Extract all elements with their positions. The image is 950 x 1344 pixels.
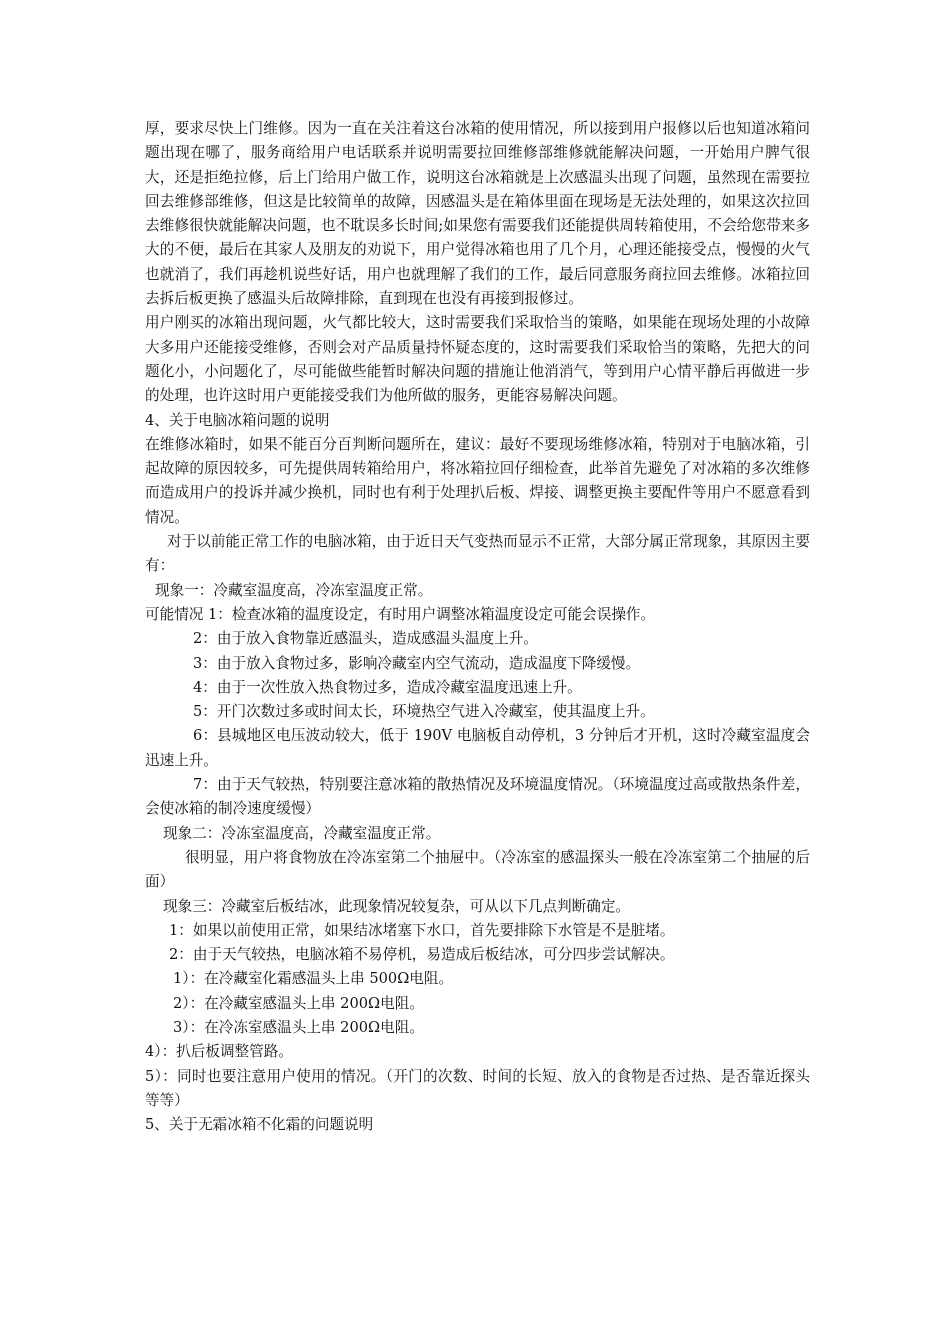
possible-case-3: 3：由于放入食物过多，影响冷藏室内空气流动，造成温度下降缓慢。 bbox=[193, 654, 641, 672]
step-5: 5）：同时也要注意用户使用的情况。（开门的次数、时间的长短、放入的食物是否过热、是否靠近探头等等） bbox=[145, 1067, 810, 1109]
phenomenon-three: 现象三：冷藏室后板结冰，此现象情况较复杂，可从以下几点判断确定。 bbox=[163, 897, 631, 915]
phenomenon-two: 现象二：冷冻室温度高，冷藏室温度正常。 bbox=[163, 824, 441, 842]
phenomenon-three-item-2: 2：由于天气较热，电脑冰箱不易停机，易造成后板结冰，可分四步尝试解决。 bbox=[169, 946, 675, 964]
step-3: 3）：在冷冻室感温头上串 200Ω电阻。 bbox=[173, 1018, 424, 1036]
section-heading-4: 4、关于电脑冰箱问题的说明 bbox=[145, 411, 330, 429]
paragraph-causes-intro: 对于以前能正常工作的电脑冰箱，由于近日天气变热而显示不正常，大部分属正常现象，其原因主要有： bbox=[145, 533, 810, 575]
paragraph-repair-story: 厚，要求尽快上门维修。因为一直在关注着这台冰箱的使用情况，所以接到用户报修以后也知道冰箱问题出现在哪了，服务商给用户电话联系并说明需要拉回维修部维修就能解决问题，一开始用户脾气很大，还是拒绝拉修，后上门给用户做工作，说明这台冰箱就是上次感温头出现了问题，虽然现在需要拉回去维修部维修，但这是比较简单的故障，因感温头是在箱体里面在现场是无法处理的，如果这次拉回去维修很快就能解决问题，也不耽误多长时间;如果您有需要我们还能提供周转箱使用，不会给您带来多大的不便，最后在其家人及朋友的劝说下，用户觉得冰箱也用了几个月，心理还能接受点，慢慢的火气也就消了，我们再趁机说些好话，用户也就理解了我们的工作，最后同意服务商拉回去维修。冰箱拉回去拆后板更换了感温头后故障排除，直到现在也没有再接到报修过。 bbox=[145, 120, 810, 308]
paragraph-strategy: 用户刚买的冰箱出现问题，火气都比较大，这时需要我们采取恰当的策略，如果能在现场处理的小故障大多用户还能接受维修，否则会对产品质量持怀疑态度的，这时需要我们采取恰当的策略，先把大的问题化小，小问题化了，尽可能做些能暂时解决问题的措施让他消消气，等到用户心情平静后再做进一步的处理，也许这时用户更能接受我们为他所做的服务，更能容易解决问题。 bbox=[145, 314, 810, 405]
possible-case-7: 7：由于天气较热，特别要注意冰箱的散热情况及环境温度情况。（环境温度过高或散热条件差，会使冰箱的制冷速度缓慢） bbox=[145, 776, 810, 818]
possible-case-6: 6：县城地区电压波动较大，低于 190V 电脑板自动停机，3 分钟后才开机，这时冷藏室温度会迅速上升。 bbox=[145, 727, 810, 769]
possible-case-1: 可能情况 1：检查冰箱的温度设定，有时用户调整冰箱温度设定可能会误操作。 bbox=[145, 605, 656, 623]
possible-case-4: 4：由于一次性放入热食物过多，造成冷藏室温度迅速上升。 bbox=[193, 678, 582, 696]
possible-case-5: 5：开门次数过多或时间太长，环境热空气进入冷藏室，使其温度上升。 bbox=[193, 703, 655, 721]
step-4: 4）：扒后板调整管路。 bbox=[145, 1043, 293, 1061]
phenomenon-two-explanation: 很明显，用户将食物放在冷冻室第二个抽屉中。（冷冻室的感温探头一般在冷冻室第二个抽屉的后面） bbox=[145, 848, 810, 891]
possible-case-2: 2：由于放入食物靠近感温头，造成感温头温度上升。 bbox=[193, 630, 538, 648]
phenomenon-three-item-1: 1：如果以前使用正常，如果结冰堵塞下水口，首先要排除下水管是不是脏堵。 bbox=[169, 921, 675, 939]
step-1: 1）：在冷藏室化霜感温头上串 500Ω电阻。 bbox=[173, 970, 454, 988]
document-page bbox=[145, 117, 810, 1137]
step-2: 2）：在冷藏室感温头上串 200Ω电阻。 bbox=[173, 994, 424, 1012]
section-heading-5: 5、关于无霜冰箱不化霜的问题说明 bbox=[145, 1116, 374, 1134]
paragraph-repair-advice: 在维修冰箱时，如果不能百分百判断问题所在，建议：最好不要现场维修冰箱，特别对于电脑冰箱，引起故障的原因较多，可先提供周转箱给用户，将冰箱拉回仔细检查，此举首先避免了对冰箱的多次维修而造成用户的投诉并减少换机，同时也有利于处理扒后板、焊接、调整更换主要配件等用户不愿意看到情况。 bbox=[145, 435, 810, 526]
phenomenon-one: 现象一：冷藏室温度高，冷冻室温度正常。 bbox=[155, 581, 433, 599]
